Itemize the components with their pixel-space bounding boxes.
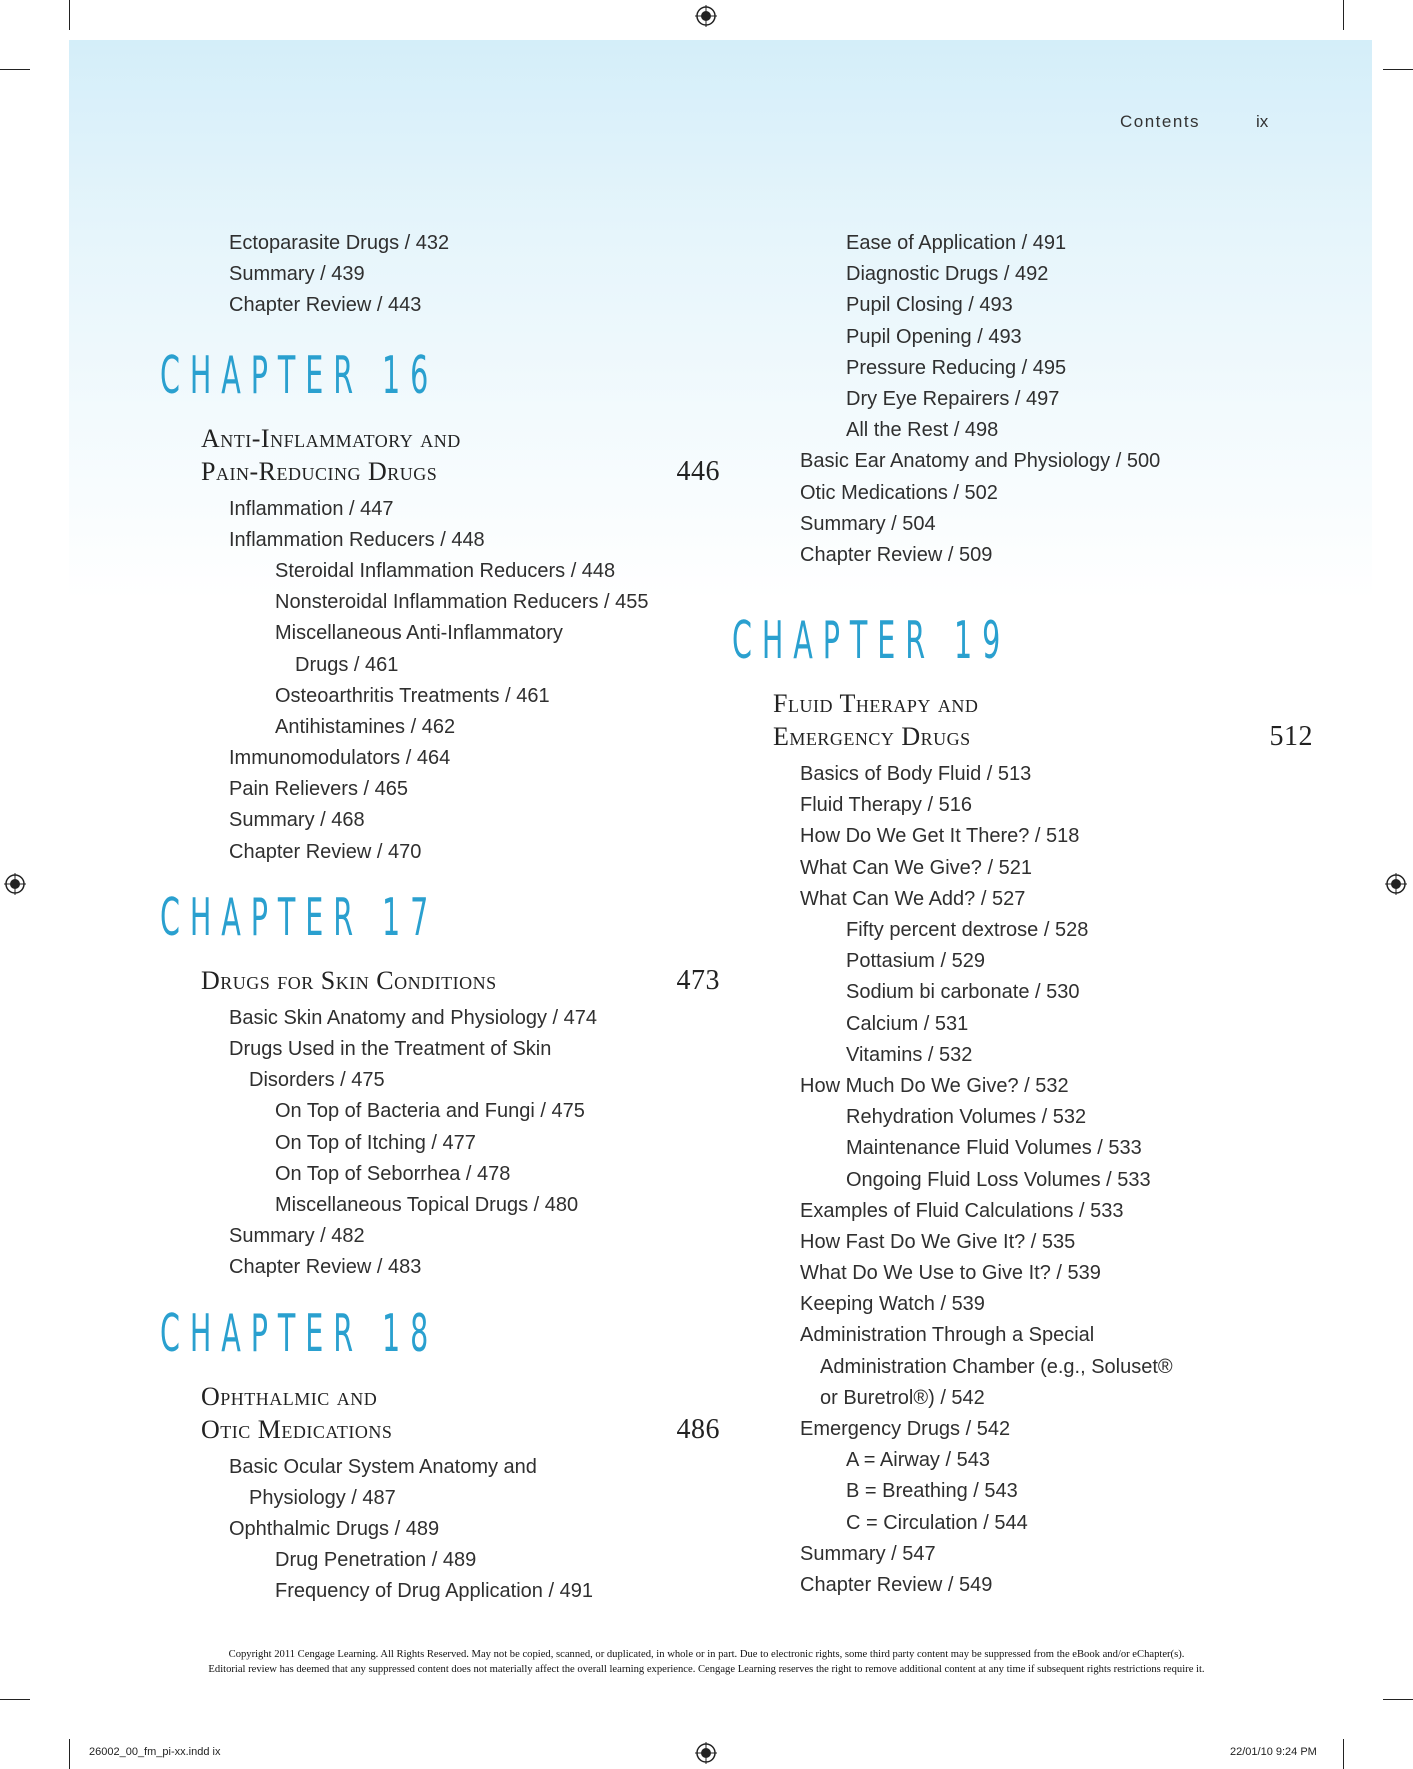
slug-filename: 26002_00_fm_pi-xx.indd ix bbox=[89, 1746, 221, 1758]
toc-entry: Summary / 482 bbox=[229, 1225, 365, 1248]
toc-entry: What Can We Give? / 521 bbox=[800, 856, 1032, 879]
toc-entry: C = Circulation / 544 bbox=[846, 1511, 1028, 1534]
toc-entry: Drugs Used in the Treatment of Skin bbox=[229, 1038, 552, 1060]
toc-entry: Drug Penetration / 489 bbox=[275, 1549, 477, 1572]
page-folio: ix bbox=[1256, 112, 1269, 131]
chapter-label: CHAPTER 19 bbox=[732, 611, 1011, 672]
toc-entry: Steroidal Inflammation Reducers / 448 bbox=[275, 559, 616, 582]
toc-entry: Summary / 547 bbox=[800, 1542, 936, 1565]
crop-mark bbox=[0, 1699, 30, 1700]
toc-entry: Vitamins / 532 bbox=[846, 1043, 973, 1066]
toc-entry: Fluid Therapy / 516 bbox=[800, 794, 972, 817]
toc-entry: Drugs / 461 bbox=[295, 653, 399, 676]
toc-entry: On Top of Seborrhea / 478 bbox=[275, 1162, 511, 1185]
toc-entry: What Can We Add? / 527 bbox=[800, 887, 1026, 910]
toc-entry: B = Breathing / 543 bbox=[846, 1480, 1018, 1503]
chapter-page-number: 446 bbox=[676, 455, 720, 487]
crop-mark bbox=[1343, 0, 1344, 30]
chapter-page-number: 512 bbox=[1269, 721, 1313, 753]
toc-entry: Pupil Closing / 493 bbox=[846, 294, 1013, 317]
toc-entry: Pressure Reducing / 495 bbox=[846, 356, 1067, 379]
toc-left-column bbox=[160, 228, 720, 1607]
crop-mark bbox=[1383, 1699, 1413, 1700]
toc-entry: Basics of Body Fluid / 513 bbox=[800, 763, 1032, 786]
toc-entry: Diagnostic Drugs / 492 bbox=[846, 263, 1049, 286]
slug-timestamp: 22/01/10 9:24 PM bbox=[1230, 1746, 1317, 1758]
toc-entry: Pottasium / 529 bbox=[846, 950, 985, 973]
toc-entry: Pupil Opening / 493 bbox=[846, 325, 1022, 348]
toc-entry: Summary / 504 bbox=[800, 512, 936, 535]
toc-entry: How Do We Get It There? / 518 bbox=[800, 825, 1080, 848]
toc-entry: Pain Relievers / 465 bbox=[229, 778, 408, 801]
chapter-label: CHAPTER 17 bbox=[160, 887, 439, 948]
registration-mark-icon bbox=[4, 873, 26, 895]
toc-entry: Sodium bi carbonate / 530 bbox=[846, 981, 1080, 1004]
registration-mark-icon bbox=[695, 1742, 717, 1764]
toc-entry: Basic Ocular System Anatomy and bbox=[229, 1455, 537, 1478]
toc-entry: Summary / 468 bbox=[229, 809, 365, 832]
chapter-title-line: Ophthalmic and bbox=[201, 1381, 378, 1411]
crop-mark bbox=[69, 0, 70, 30]
registration-mark-icon bbox=[695, 5, 717, 27]
toc-entry: Summary / 439 bbox=[229, 263, 365, 286]
toc-entry: Keeping Watch / 539 bbox=[800, 1293, 985, 1316]
toc-entry: Miscellaneous Topical Drugs / 480 bbox=[275, 1193, 579, 1216]
toc-entry: On Top of Itching / 477 bbox=[275, 1131, 476, 1154]
chapter-title bbox=[160, 422, 720, 488]
chapter-title-line: Emergency Drugs bbox=[773, 722, 971, 752]
toc-entry: Administration Chamber (e.g., Soluset® bbox=[820, 1355, 1173, 1378]
toc-entry: Administration Through a Special bbox=[800, 1324, 1095, 1347]
toc-entry: Osteoarthritis Treatments / 461 bbox=[275, 684, 550, 707]
crop-mark bbox=[69, 1739, 70, 1769]
toc-entry: Miscellaneous Anti-Inflammatory bbox=[275, 622, 563, 645]
toc-entry: Inflammation Reducers / 448 bbox=[229, 528, 485, 551]
toc-entry: Chapter Review / 470 bbox=[229, 840, 422, 863]
toc-entry: Maintenance Fluid Volumes / 533 bbox=[846, 1137, 1142, 1160]
chapter-label: CHAPTER 18 bbox=[160, 1303, 439, 1364]
toc-entry: Immunomodulators / 464 bbox=[229, 747, 451, 770]
toc-entry: On Top of Bacteria and Fungi / 475 bbox=[275, 1100, 585, 1123]
toc-entry: Chapter Review / 509 bbox=[800, 543, 993, 566]
toc-entry: Rehydration Volumes / 532 bbox=[846, 1106, 1087, 1129]
registration-mark-icon bbox=[1385, 873, 1407, 895]
crop-mark bbox=[1343, 1739, 1344, 1769]
toc-entry: Chapter Review / 443 bbox=[229, 294, 422, 317]
chapter-title-line: Fluid Therapy and bbox=[773, 689, 979, 719]
toc-entry: Basic Ear Anatomy and Physiology / 500 bbox=[800, 450, 1161, 473]
toc-entry: Calcium / 531 bbox=[846, 1012, 969, 1035]
toc-entry: Ophthalmic Drugs / 489 bbox=[229, 1517, 440, 1540]
toc-entry: Otic Medications / 502 bbox=[800, 481, 998, 504]
toc-entry: Inflammation / 447 bbox=[229, 497, 394, 520]
copyright-line: Editorial review has deemed that any suppressed content does not materially affect the overall learning experience. Cengage Learning reserves the right to remove additional content at any time if subsequent rights restrictions require it. bbox=[208, 1664, 1205, 1675]
crop-mark bbox=[1383, 69, 1413, 70]
toc-entry: Ectoparasite Drugs / 432 bbox=[229, 232, 450, 254]
toc-right-column bbox=[732, 228, 1313, 1601]
toc-entry: Basic Skin Anatomy and Physiology / 474 bbox=[229, 1006, 597, 1029]
toc-entry: Disorders / 475 bbox=[249, 1069, 385, 1092]
toc-entry: How Much Do We Give? / 532 bbox=[800, 1074, 1069, 1097]
chapter-label: CHAPTER 16 bbox=[160, 345, 439, 406]
chapter-title bbox=[160, 964, 720, 997]
chapter-page-number: 486 bbox=[676, 1413, 720, 1445]
toc-entry: Ease of Application / 491 bbox=[846, 232, 1067, 254]
toc-entry: A = Airway / 543 bbox=[846, 1449, 990, 1472]
toc-entry: Antihistamines / 462 bbox=[275, 715, 456, 738]
chapter-title-line: Pain-Reducing Drugs bbox=[201, 456, 438, 486]
crop-mark bbox=[0, 69, 30, 70]
copyright-notice bbox=[0, 1647, 1413, 1677]
toc-entry: How Fast Do We Give It? / 535 bbox=[800, 1230, 1076, 1253]
toc-entry: All the Rest / 498 bbox=[846, 419, 999, 442]
toc-entry: Fifty percent dextrose / 528 bbox=[846, 919, 1089, 941]
toc-entry: or Buretrol®) / 542 bbox=[820, 1386, 985, 1409]
toc-entry: Chapter Review / 549 bbox=[800, 1573, 993, 1596]
chapter-title-line: Anti-Inflammatory and bbox=[201, 423, 461, 453]
chapter-title bbox=[732, 687, 1313, 753]
toc-entry: Dry Eye Repairers / 497 bbox=[846, 387, 1060, 410]
chapter-title-line: Otic Medications bbox=[201, 1414, 393, 1444]
toc-entry: Chapter Review / 483 bbox=[229, 1256, 422, 1279]
toc-entry: Nonsteroidal Inflammation Reducers / 455 bbox=[275, 591, 649, 614]
toc-entry: Emergency Drugs / 542 bbox=[800, 1418, 1011, 1440]
running-head: Contents bbox=[1120, 112, 1201, 131]
toc-entry: Physiology / 487 bbox=[249, 1486, 396, 1509]
toc-entry: Ongoing Fluid Loss Volumes / 533 bbox=[846, 1168, 1151, 1191]
copyright-line: Copyright 2011 Cengage Learning. All Rights Reserved. May not be copied, scanned, or duplicated, in whole or in part. Due to electronic rights, some third party content may be suppressed from the eBook and/or eChapter(s). bbox=[228, 1649, 1185, 1660]
toc-entry: What Do We Use to Give It? / 539 bbox=[800, 1262, 1101, 1285]
toc-entry: Frequency of Drug Application / 491 bbox=[275, 1580, 593, 1603]
chapter-page-number: 473 bbox=[676, 964, 720, 996]
chapter-title bbox=[160, 1380, 720, 1446]
toc-entry: Examples of Fluid Calculations / 533 bbox=[800, 1199, 1124, 1222]
chapter-title-line: Drugs for Skin Conditions bbox=[201, 965, 497, 995]
